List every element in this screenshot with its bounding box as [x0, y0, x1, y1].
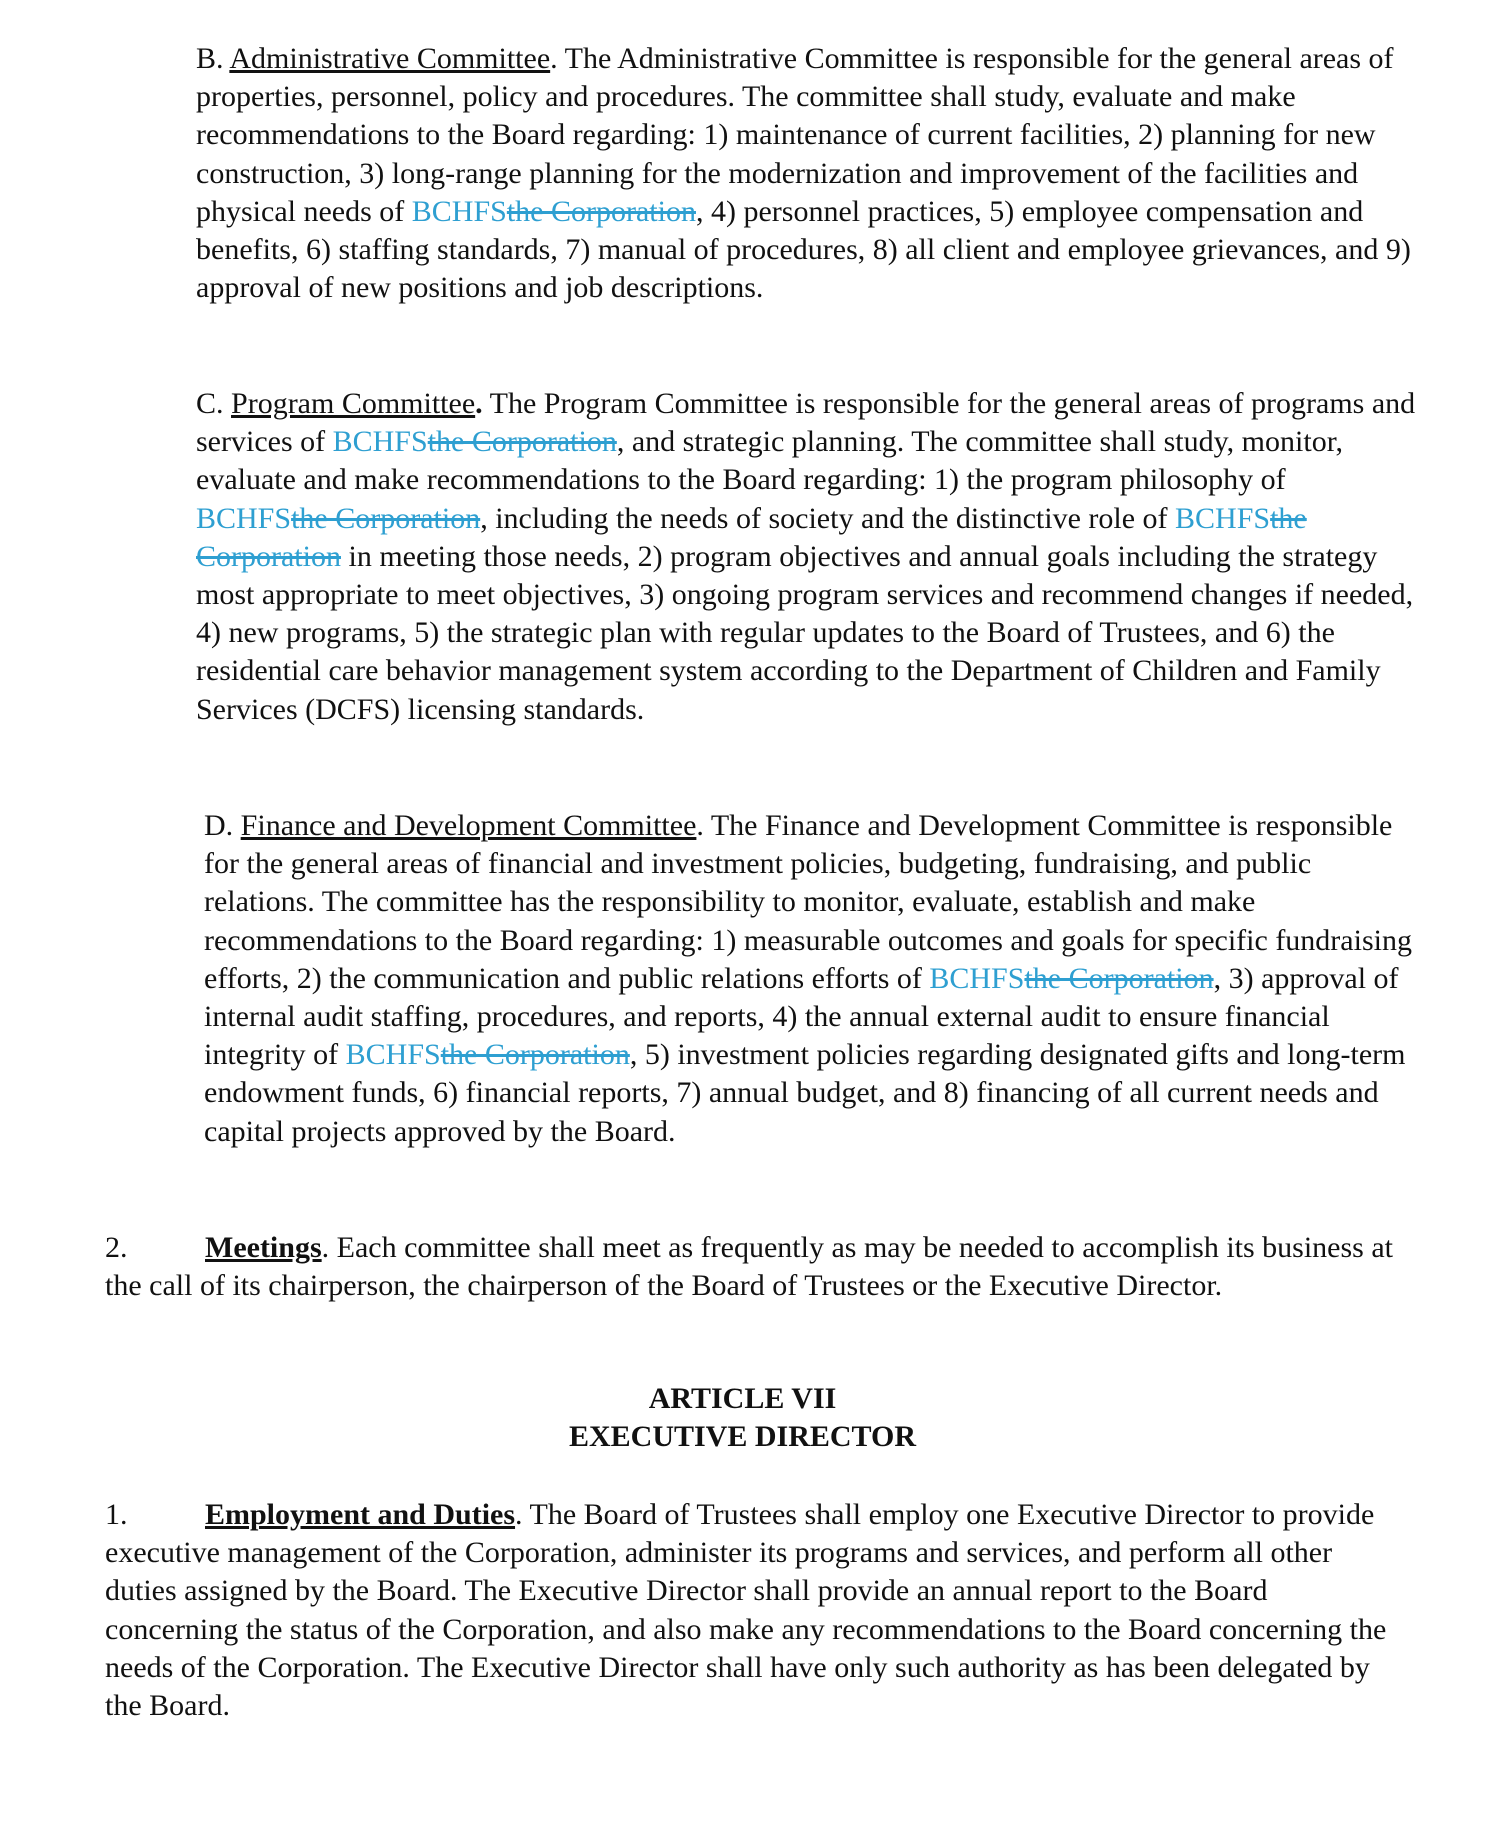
meetings-paragraph	[105, 1229, 1405, 1305]
body-text: in meeting those needs, 2) program objectives and annual goals including the strategy most appropriate to meet objectives, 3) ongoing program services and recommend changes if needed, 4) new programs, 5) the strategic plan with regular updates to the Board of Trustees, and 6) the residential care behavior management system according to the Department of Children and Family Services (DCFS) licensing standards.	[196, 539, 1414, 726]
body-text: , 5) investment policies regarding designated gifts and long-term endowment funds, 6) financial reports, 7) annual budget, and 8) financing of all current needs and capital projects approved by the Board.	[204, 1038, 1406, 1148]
meetings-heading: Meetings	[205, 1231, 322, 1264]
subsection-label: B.	[196, 42, 230, 75]
article-title: EXECUTIVE DIRECTOR	[568, 1420, 917, 1453]
body-text: . The Finance and Development Committee is responsible for the general areas of financial and investment policies, budgeting, fundraising, and public relations. The committee has the responsibility to monitor, evaluate, establish and make recommendations to the Board regarding: 1) measurable outcomes and goals for specific fundraising efforts, 2) the communication and public relations efforts of	[204, 809, 1412, 995]
body-text: , 4) personnel practices, 5) employee compensation and benefits, 6) staffing standards, 7) manual of procedures, 8) all client and employee grievances, and 9) approval of new positions and job descriptions.	[196, 194, 1411, 305]
deleted-text: the Corporation	[506, 194, 696, 228]
body-text: , 3) approval of internal audit staffing, procedures, and reports, 4) the annual external audit to ensure financial integrity of	[204, 961, 1399, 1072]
administrative-committee-heading: Administrative Committee	[229, 42, 551, 75]
inserted-text: BCHFS	[1175, 501, 1271, 535]
subsection-label: C.	[196, 387, 232, 420]
section-number: 1.	[105, 1498, 128, 1531]
finance-committee-heading: Finance and Development Committee	[240, 809, 697, 842]
body-text: , and strategic planning. The committee shall study, monitor, evaluate and make recommendations to the Board regarding: 1) the program philosophy of	[196, 425, 1343, 497]
body-text: The Program Committee is responsible for the general areas of programs and services of	[196, 387, 1416, 459]
body-text: . The Administrative Committee is responsible for the general areas of properties, personnel, policy and procedures. The committee shall study, evaluate and make recommendations to the Board regarding: 1) maintenance of current facilities, 2) planning for new construction, 3) long-range planning for the modernization and improvement of the facilities and physical needs of	[196, 42, 1394, 228]
article-number: ARTICLE VII	[648, 1382, 837, 1415]
program-committee-heading: Program Committee	[231, 387, 476, 420]
deleted-text: the Corporation	[427, 425, 617, 459]
employment-paragraph	[105, 1496, 1405, 1725]
deleted-text: the Corporation	[196, 501, 1307, 573]
article-heading	[0, 1380, 1485, 1456]
deleted-text: the Corporation	[291, 501, 481, 535]
inserted-text: BCHFS	[411, 194, 507, 228]
heading-period: .	[475, 387, 483, 420]
finance-committee-paragraph	[204, 807, 1416, 1151]
subsection-label: D.	[204, 809, 241, 842]
section-number: 2.	[105, 1231, 128, 1264]
deleted-text: the Corporation	[440, 1038, 630, 1072]
employment-heading: Employment and Duties	[205, 1498, 516, 1531]
body-text: . The Board of Trustees shall employ one Executive Director to provide executive management of the Corporation, administer its programs and services, and perform all other duties assigned by the Board. The Executive Director shall provide an annual report to the Board concerning the status of the Corporation, and also make any recommendations to the Board concerning the needs of the Corporation. The Executive Director shall have only such authority as has been delegated by the Board.	[105, 1498, 1387, 1723]
body-text: , including the needs of society and the distinctive role of	[480, 501, 1176, 535]
body-text: . Each committee shall meet as frequently as may be needed to accomplish its business at the call of its chairperson, the chairperson of the Board of Trustees or the Executive Director.	[105, 1231, 1393, 1303]
inserted-text: BCHFS	[929, 961, 1025, 995]
deleted-text: the Corporation	[1024, 961, 1214, 995]
program-committee-paragraph	[196, 385, 1416, 729]
administrative-committee-paragraph	[196, 40, 1416, 307]
inserted-text: BCHFS	[332, 425, 428, 459]
inserted-text: BCHFS	[196, 501, 292, 535]
inserted-text: BCHFS	[345, 1038, 441, 1072]
